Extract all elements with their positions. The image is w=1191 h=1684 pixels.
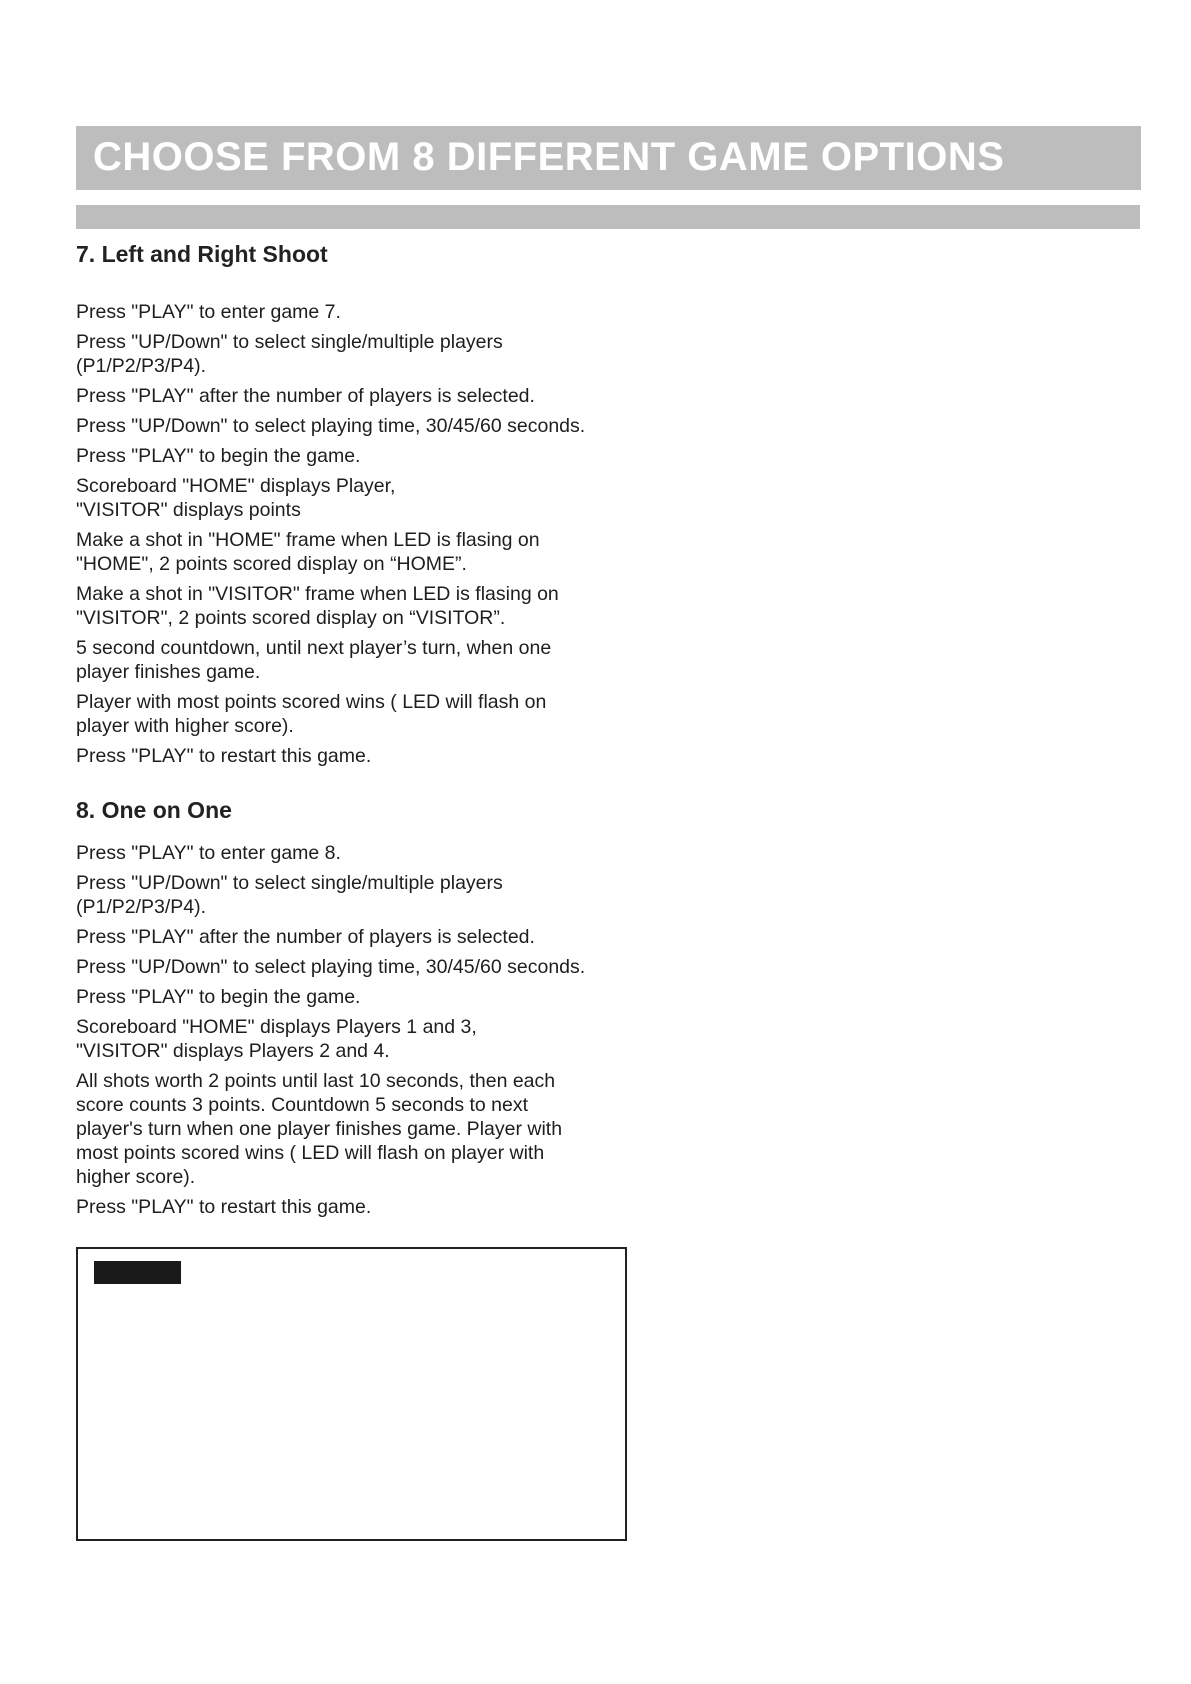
- instruction-step: [76, 1195, 636, 1219]
- instruction-line: Press "UP/Down" to select single/multiple players: [76, 331, 503, 353]
- instruction-line: Press "PLAY" to begin the game.: [76, 986, 361, 1008]
- instruction-step: [76, 384, 636, 408]
- instruction-line: All shots worth 2 points until last 10 seconds, then each: [76, 1070, 556, 1092]
- page-banner: [76, 126, 1141, 190]
- instruction-line: (P1/P2/P3/P4).: [76, 896, 207, 918]
- instruction-step: [76, 330, 636, 378]
- note-label-block: [94, 1261, 181, 1284]
- instruction-step: [76, 582, 636, 630]
- instruction-line: Press "PLAY" to enter game 7.: [76, 301, 341, 323]
- instruction-line: Make a shot in "HOME" frame when LED is flasing on: [76, 529, 540, 551]
- game-8-heading: 8. One on One: [76, 797, 232, 823]
- instruction-line: most points scored wins ( LED will flash on player with: [76, 1142, 545, 1164]
- instruction-step: [76, 528, 636, 576]
- instruction-step: [76, 955, 636, 979]
- instruction-line: Press "UP/Down" to select playing time, 30/45/60 seconds.: [76, 956, 586, 978]
- instruction-line: Press "PLAY" after the number of players is selected.: [76, 385, 535, 407]
- page-title: CHOOSE FROM 8 DIFFERENT GAME OPTIONS: [93, 135, 1005, 179]
- instruction-line: player finishes game.: [76, 661, 261, 683]
- instruction-step: [76, 841, 636, 865]
- instruction-line: player with higher score).: [76, 715, 294, 737]
- instruction-line: higher score).: [76, 1166, 196, 1188]
- instruction-line: (P1/P2/P3/P4).: [76, 355, 207, 377]
- instruction-line: Press "PLAY" after the number of players is selected.: [76, 926, 535, 948]
- instruction-line: Scoreboard "HOME" displays Player,: [76, 475, 396, 497]
- instruction-line: "VISITOR" displays points: [76, 499, 301, 521]
- instruction-line: Press "PLAY" to enter game 8.: [76, 842, 341, 864]
- instruction-step: [76, 871, 636, 919]
- instruction-line: "VISITOR" displays Players 2 and 4.: [76, 1040, 390, 1062]
- instruction-line: 5 second countdown, until next player’s turn, when one: [76, 637, 552, 659]
- header-divider-bar: [76, 205, 1140, 229]
- game-7-section: [76, 241, 636, 774]
- instruction-line: Make a shot in "VISITOR" frame when LED is flasing on: [76, 583, 559, 605]
- instruction-step: [76, 925, 636, 949]
- instruction-step: [76, 1015, 636, 1063]
- instruction-line: score counts 3 points. Countdown 5 seconds to next: [76, 1094, 529, 1116]
- game-7-steps: [76, 300, 636, 768]
- instruction-step: [76, 744, 636, 768]
- instruction-line: Scoreboard "HOME" displays Players 1 and 3,: [76, 1016, 477, 1038]
- instruction-line: Press "PLAY" to restart this game.: [76, 1196, 372, 1218]
- note-box: [76, 1247, 627, 1541]
- instruction-step: [76, 985, 636, 1009]
- instruction-line: player's turn when one player finishes game. Player with: [76, 1118, 563, 1140]
- game-7-heading: 7. Left and Right Shoot: [76, 241, 328, 267]
- instruction-line: Press "PLAY" to restart this game.: [76, 745, 372, 767]
- instruction-step: [76, 300, 636, 324]
- instruction-line: Press "UP/Down" to select single/multiple players: [76, 872, 503, 894]
- instruction-step: [76, 1069, 636, 1189]
- instruction-line: Player with most points scored wins ( LED will flash on: [76, 691, 547, 713]
- instruction-line: Press "UP/Down" to select playing time, 30/45/60 seconds.: [76, 415, 586, 437]
- game-8-section: [76, 797, 636, 1225]
- instruction-line: "VISITOR", 2 points scored display on “VISITOR”.: [76, 607, 506, 629]
- instruction-step: [76, 414, 636, 438]
- instruction-step: [76, 636, 636, 684]
- instruction-step: [76, 474, 636, 522]
- game-8-steps: [76, 841, 636, 1219]
- instruction-line: Press "PLAY" to begin the game.: [76, 445, 361, 467]
- instruction-step: [76, 444, 636, 468]
- instruction-step: [76, 690, 636, 738]
- instruction-line: "HOME", 2 points scored display on “HOME”.: [76, 553, 467, 575]
